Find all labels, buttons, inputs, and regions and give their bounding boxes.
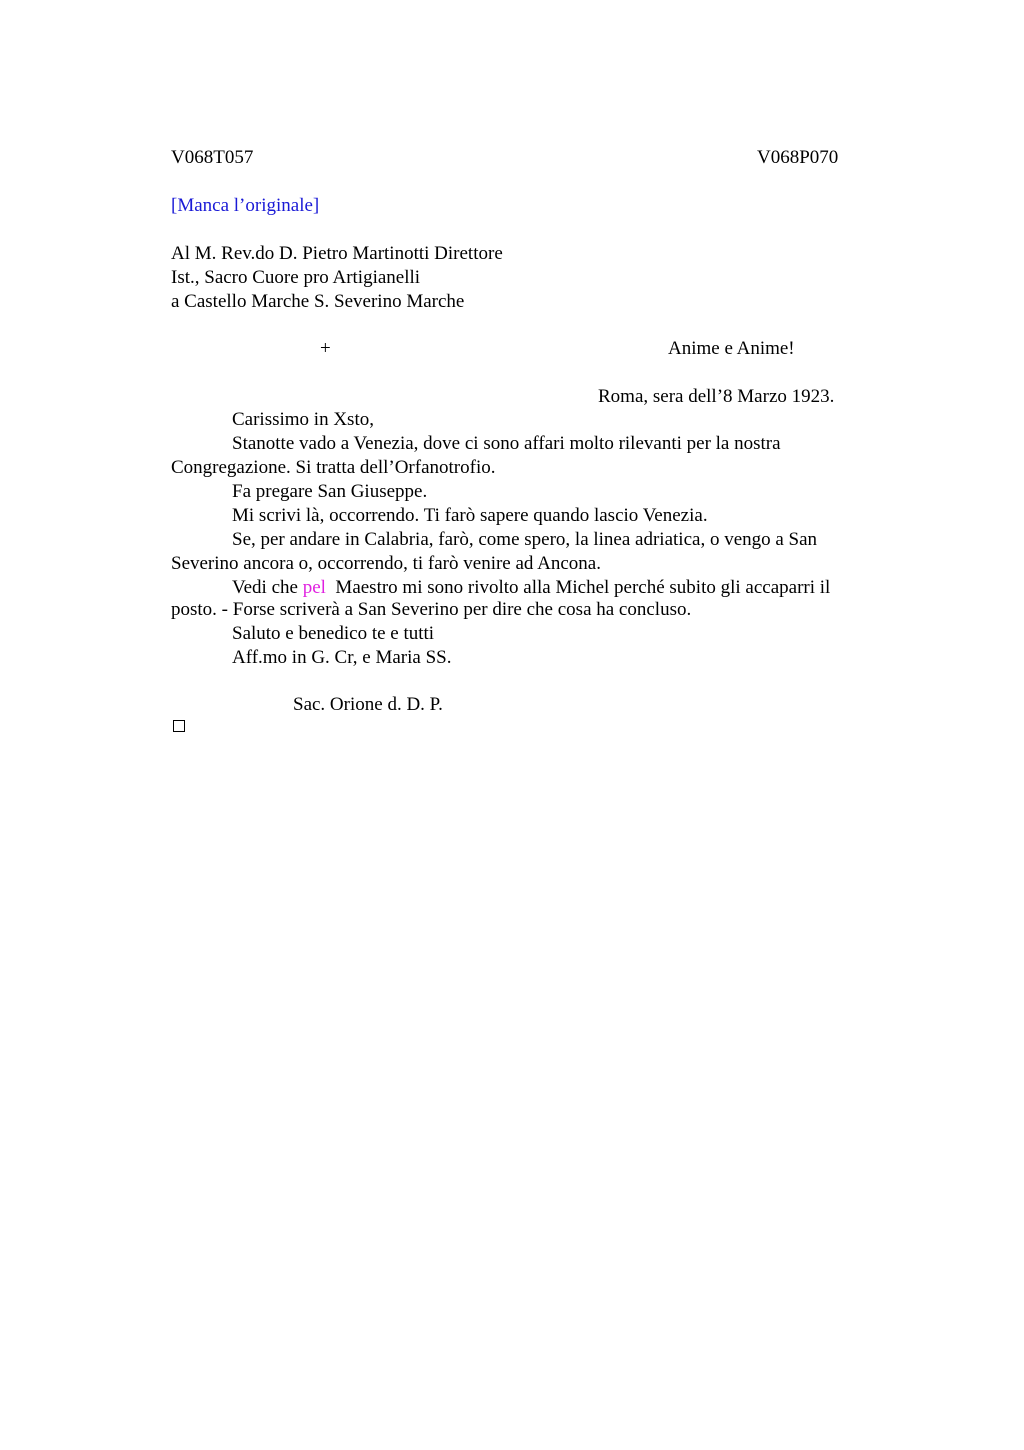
- address-line-1: Al M. Rev.do D. Pietro Martinotti Direttore: [171, 243, 503, 264]
- paragraph-4-line-1: Se, per andare in Calabria, farò, come spero, la linea adriatica, o vengo a San: [232, 529, 818, 550]
- paragraph-5-pre: Vedi che: [232, 577, 303, 598]
- document-code-left: V068T057: [171, 147, 254, 168]
- paragraph-1-line-2: Congregazione. Si tratta dell’Orfanotrofio.: [171, 457, 496, 478]
- paragraph-5-post: Maestro mi sono rivolto alla Michel perché subito gli accaparri il: [325, 577, 831, 598]
- checkbox-square-icon: [173, 720, 185, 732]
- highlighted-word: pel: [302, 577, 326, 598]
- paragraph-2: Fa pregare San Giuseppe.: [232, 481, 428, 502]
- closing-line-1: Saluto e benedico te e tutti: [232, 623, 435, 644]
- document-code-right: V068P070: [757, 147, 839, 168]
- cross-symbol: +: [320, 338, 331, 359]
- paragraph-4-line-2: Severino ancora o, occorrendo, ti farò venire ad Ancona.: [171, 553, 601, 574]
- date-line: Roma, sera dell’8 Marzo 1923.: [598, 386, 835, 407]
- greeting: Carissimo in Xsto,: [232, 409, 374, 430]
- address-line-3: a Castello Marche S. Severino Marche: [171, 291, 465, 312]
- signature: Sac. Orione d. D. P.: [293, 694, 443, 715]
- address-line-2: Ist., Sacro Cuore pro Artigianelli: [171, 267, 421, 288]
- motto: Anime e Anime!: [668, 338, 795, 359]
- closing-line-2: Aff.mo in G. Cr, e Maria SS.: [232, 647, 452, 668]
- paragraph-5-line-2: posto. - Forse scriverà a San Severino per dire che cosa ha concluso.: [171, 599, 692, 620]
- paragraph-1-line-1: Stanotte vado a Venezia, dove ci sono affari molto rilevanti per la nostra: [232, 433, 781, 454]
- paragraph-3: Mi scrivi là, occorrendo. Ti farò sapere quando lascio Venezia.: [232, 505, 708, 526]
- paragraph-5-line-1: [232, 576, 830, 600]
- editorial-note: [Manca l’originale]: [171, 195, 320, 216]
